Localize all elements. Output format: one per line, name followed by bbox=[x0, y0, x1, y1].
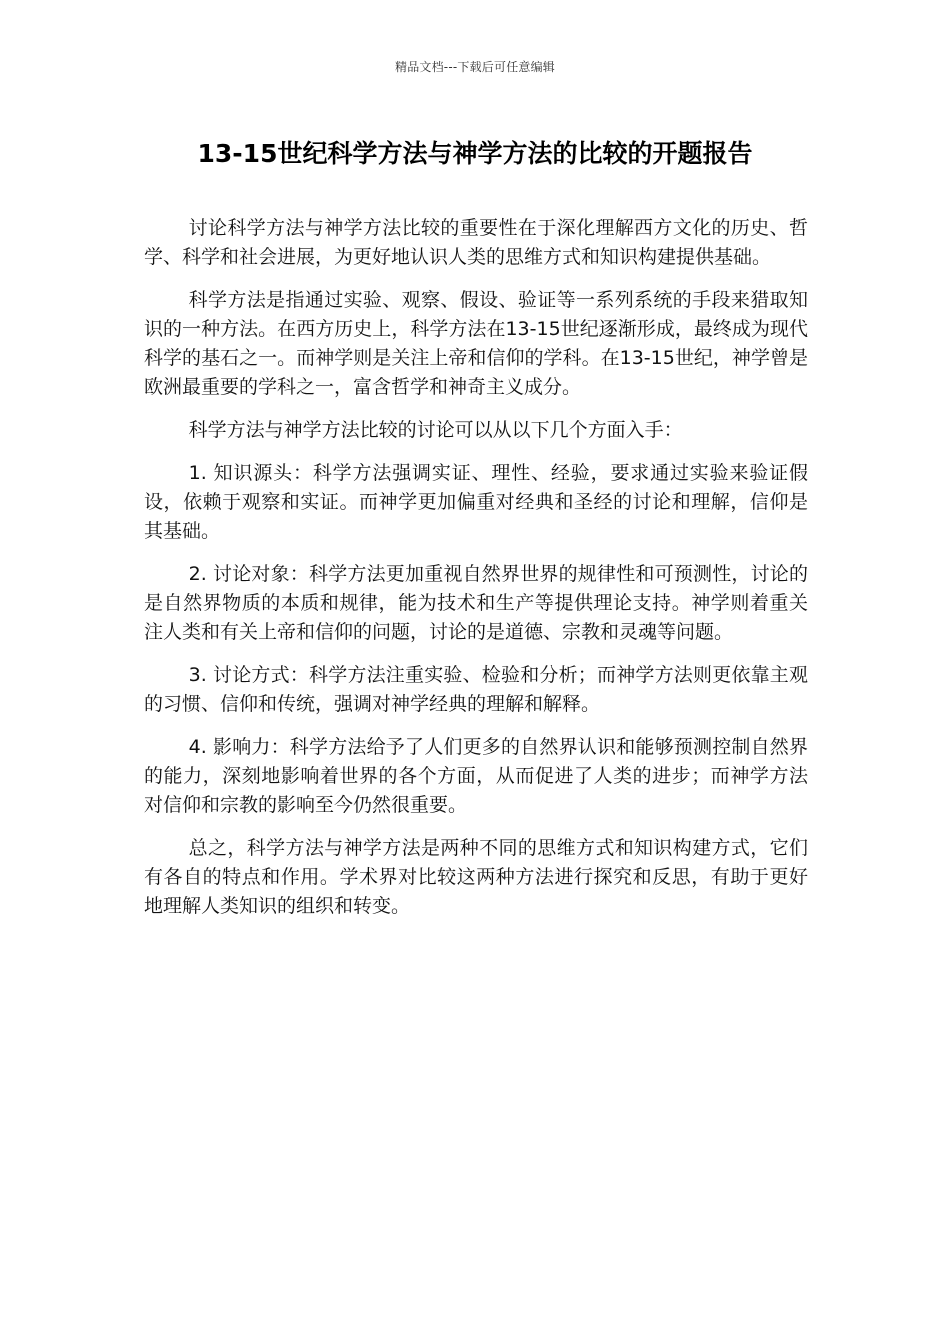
paragraph-intro: 讨论科学方法与神学方法比较的重要性在于深化理解西方文化的历史、哲学、科学和社会进展，为更好地认识人类的思维方式和知识构建提供基础。 bbox=[144, 217, 808, 268]
document-body bbox=[144, 214, 808, 935]
document-title: 13-15世纪科学方法与神学方法的比较的开题报告 bbox=[197, 139, 753, 168]
paragraph-conclusion: 总之，科学方法与神学方法是两种不同的思维方式和知识构建方式，它们有各自的特点和作用。学术界对比较这两种方法进行探究和反思，有助于更好地理解人类知识的组织和转变。 bbox=[144, 837, 808, 917]
paragraph-point-3: 3. 讨论方式：科学方法注重实验、检验和分析；而神学方法则更依靠主观的习惯、信仰和传统，强调对神学经典的理解和解释。 bbox=[144, 664, 808, 715]
paragraph-point-1: 1. 知识源头：科学方法强调实证、理性、经验，要求通过实验来验证假设，依赖于观察和实证。而神学更加偏重对经典和圣经的讨论和理解，信仰是其基础。 bbox=[144, 462, 808, 542]
paragraph-point-4: 4. 影响力：科学方法给予了人们更多的自然界认识和能够预测控制自然界的能力，深刻地影响着世界的各个方面，从而促进了人类的进步；而神学方法对信仰和宗教的影响至今仍然很重要。 bbox=[144, 736, 808, 816]
paragraph-point-2: 2. 讨论对象：科学方法更加重视自然界世界的规律性和可预测性，讨论的是自然界物质的本质和规律，能为技术和生产等提供理论支持。神学则着重关注人类和有关上帝和信仰的问题，讨论的是道德、宗教和灵魂等问题。 bbox=[144, 563, 808, 643]
paragraph-background: 科学方法是指通过实验、观察、假设、验证等一系列系统的手段来猎取知识的一种方法。在西方历史上，科学方法在13-15世纪逐渐形成，最终成为现代科学的基石之一。而神学则是关注上帝和信仰的学科。在13-15世纪，神学曾是欧洲最重要的学科之一，富含哲学和神奇主义成分。 bbox=[144, 289, 808, 398]
page-header: 精品文档---下载后可任意编辑 bbox=[395, 60, 555, 74]
paragraph-aspects-intro: 科学方法与神学方法比较的讨论可以从以下几个方面入手： bbox=[188, 419, 683, 441]
